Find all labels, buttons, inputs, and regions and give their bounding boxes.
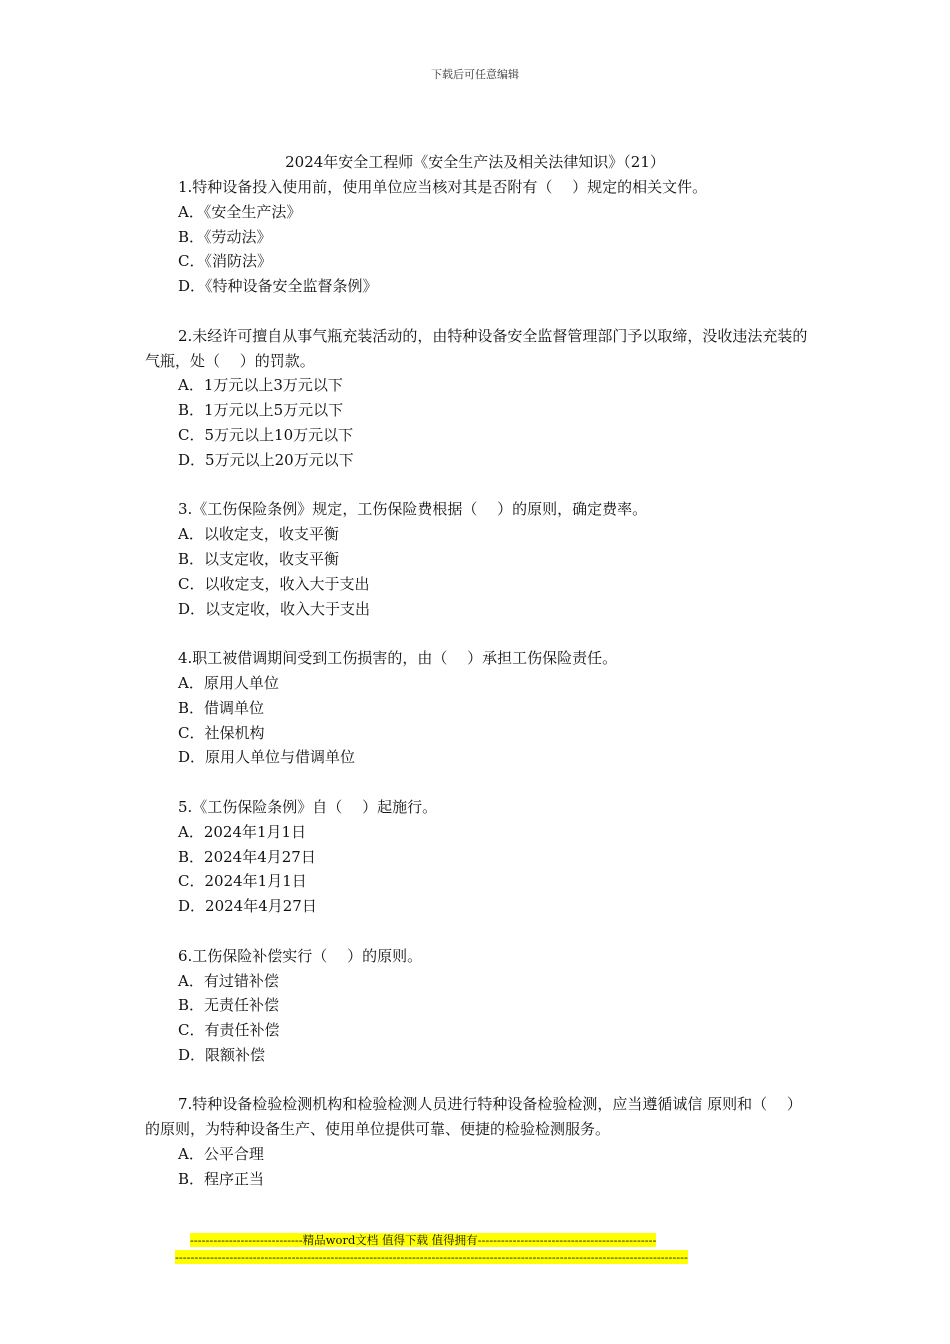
option-a: A．1万元以上3万元以下 xyxy=(178,376,343,395)
footer-banner-line-1 xyxy=(190,1232,760,1248)
option-b: B．无责任补偿 xyxy=(178,996,280,1015)
footer-dashes: ------------------------------------------------------------------------------------------------------------------------------------ xyxy=(175,1250,688,1264)
question-1 xyxy=(145,175,810,299)
option-b: B．2024年4月27日 xyxy=(178,847,316,866)
question-stem: 5.《工伤保险条例》自（ ）起施行。 xyxy=(178,797,438,816)
question-stem: 2.未经许可擅自从事气瓶充装活动的，由特种设备安全监督管理部门予以取缔，没收违法充装的气瓶，处（ ）的罚款。 xyxy=(145,326,808,370)
option-a: A．2024年1月1日 xyxy=(178,822,307,841)
question-2 xyxy=(145,324,810,473)
question-3 xyxy=(145,497,810,621)
question-stem: 3.《工伤保险条例》规定，工伤保险费根据（ ）的原则，确定费率。 xyxy=(178,500,648,519)
option-b: B．1万元以上5万元以下 xyxy=(178,401,344,420)
question-stem: 4.职工被借调期间受到工伤损害的，由（ ）承担工伤保险责任。 xyxy=(178,649,618,668)
option-a: A．以收定支，收支平衡 xyxy=(178,525,339,544)
option-a: A．《安全生产法》 xyxy=(178,202,302,221)
question-4 xyxy=(145,646,810,770)
option-a: A．原用人单位 xyxy=(178,673,279,692)
option-c: C．以收定支，收入大于支出 xyxy=(178,574,370,593)
option-b: B．借调单位 xyxy=(178,698,265,717)
option-d: D．原用人单位与借调单位 xyxy=(178,748,356,767)
option-c: C．有责任补偿 xyxy=(178,1021,280,1040)
question-stem: 1.特种设备投入使用前，使用单位应当核对其是否附有（ ）规定的相关文件。 xyxy=(178,178,708,196)
question-list xyxy=(145,175,810,1192)
option-d: D．限额补偿 xyxy=(178,1045,266,1064)
page-header: 下载后可任意编辑 xyxy=(431,68,519,81)
option-c: C．社保机构 xyxy=(178,723,265,742)
option-d: D．以支定收，收入大于支出 xyxy=(178,599,371,618)
document-title: 2024年安全工程师《安全生产法及相关法律知识》（21） xyxy=(285,153,665,171)
question-7 xyxy=(145,1092,810,1191)
option-d: D．2024年4月27日 xyxy=(178,897,317,916)
question-5 xyxy=(145,795,810,919)
option-c: C．2024年1月1日 xyxy=(178,872,307,891)
question-stem: 7.特种设备检验检测机构和检验检测人员进行特种设备检验检测，应当遵循诚信 原则和（ ）的原则，为特种设备生产、使用单位提供可靠、便捷的检验检测服务。 xyxy=(145,1095,802,1139)
option-b: B．程序正当 xyxy=(178,1169,265,1188)
option-c: C．《消防法》 xyxy=(178,252,272,271)
option-d: D．《特种设备安全监督条例》 xyxy=(178,277,378,296)
option-a: A．公平合理 xyxy=(178,1145,264,1164)
footer-banner-line-2 xyxy=(175,1249,775,1265)
question-stem: 6.工伤保险补偿实行（ ）的原则。 xyxy=(178,946,423,965)
footer-text: -----------------------------精品word文档 值得下载 值得拥有---------------------------------------------- xyxy=(190,1233,657,1247)
option-a: A．有过错补偿 xyxy=(178,971,279,990)
option-c: C．5万元以上10万元以下 xyxy=(178,425,354,444)
option-b: B．以支定收，收支平衡 xyxy=(178,549,340,568)
question-6 xyxy=(145,944,810,1068)
option-d: D．5万元以上20万元以下 xyxy=(178,450,354,469)
option-b: B．《劳动法》 xyxy=(178,227,272,246)
